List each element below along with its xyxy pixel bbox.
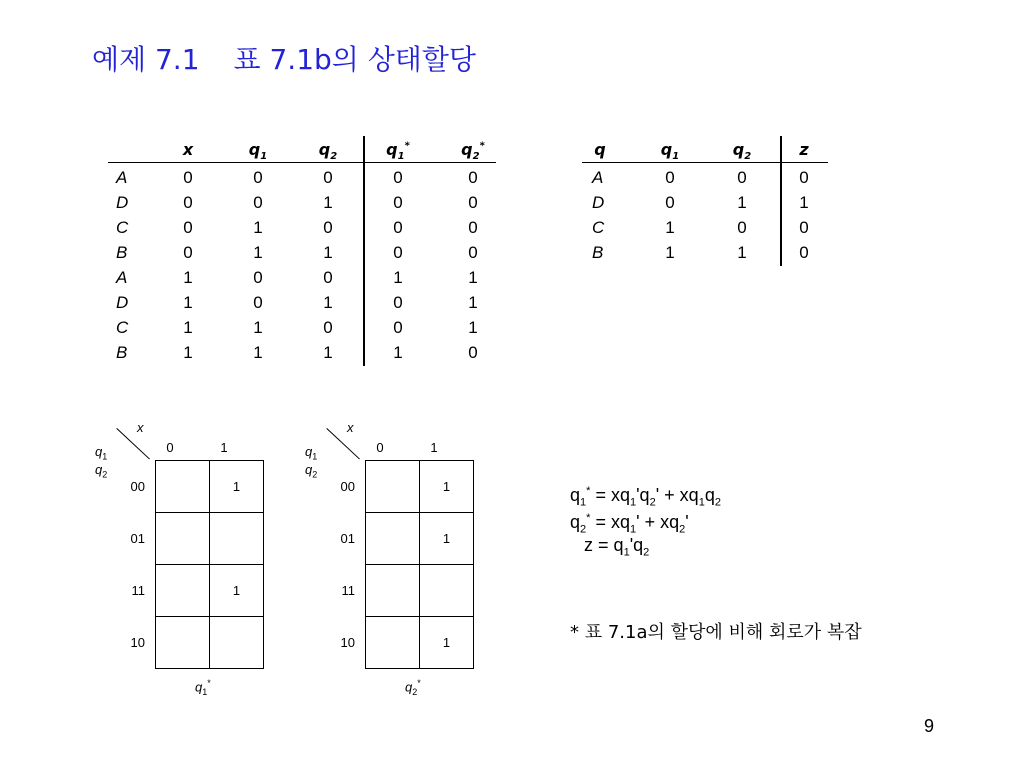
kmap-cell bbox=[210, 513, 264, 565]
table-cell: 1 bbox=[799, 193, 809, 212]
table-cell: 1 bbox=[665, 218, 675, 237]
table-header-rule bbox=[582, 162, 828, 163]
state-name: D bbox=[116, 193, 129, 212]
table-cell: 0 bbox=[799, 243, 809, 262]
state-name: C bbox=[592, 218, 605, 237]
table-cell: 1 bbox=[253, 318, 263, 337]
table-header-2: $q_2$ bbox=[732, 140, 752, 163]
state-name: C bbox=[116, 218, 129, 237]
table-cell: 1 bbox=[737, 193, 747, 212]
table-cell: 0 bbox=[665, 193, 675, 212]
kmap-grid bbox=[155, 460, 264, 669]
table-header-1: $q_1$ bbox=[248, 140, 268, 163]
equation-2: $q_2^* = xq_1' + xq_2'$ bbox=[570, 512, 689, 536]
kmap-row-label: 01 bbox=[130, 531, 145, 546]
kmap-col-label: 0 bbox=[166, 440, 174, 455]
table-cell: 1 bbox=[468, 318, 478, 337]
equation-3: $z = q_1'q_2$ bbox=[584, 535, 650, 559]
kmap-cell bbox=[210, 617, 264, 669]
equation-1: $q_1^* = xq_1'q_2' + xq_1q_2$ bbox=[570, 485, 721, 509]
table-cell: 1 bbox=[468, 293, 478, 312]
state-name: A bbox=[116, 268, 128, 287]
table-cell: 0 bbox=[253, 193, 263, 212]
table-cell: 0 bbox=[183, 168, 193, 187]
state-name: D bbox=[116, 293, 129, 312]
title-main: 예제 7.1 bbox=[92, 43, 200, 76]
kmap-cell bbox=[156, 461, 210, 513]
table-cell: 0 bbox=[799, 168, 809, 187]
kmap-cell bbox=[366, 565, 420, 617]
table-cell: 1 bbox=[253, 343, 263, 362]
kmap-col-var: x bbox=[347, 420, 354, 435]
kmap-row-label: 00 bbox=[130, 479, 145, 494]
kmap-row-label: 10 bbox=[130, 635, 145, 650]
table-cell: 0 bbox=[393, 168, 403, 187]
kmap-cell: 1 bbox=[420, 617, 474, 669]
title-sub: 표 7.1b의 상태할당 bbox=[233, 43, 476, 76]
kmap-cell: 1 bbox=[210, 565, 264, 617]
kmap-grid bbox=[365, 460, 474, 669]
table-cell: 0 bbox=[393, 218, 403, 237]
table-header-0: q bbox=[594, 140, 606, 159]
state-name: D bbox=[592, 193, 605, 212]
table-header-3: z bbox=[799, 140, 809, 159]
slide-title bbox=[92, 38, 476, 78]
state-name: B bbox=[116, 243, 128, 262]
kmap-col-var: x bbox=[137, 420, 144, 435]
state-name: B bbox=[116, 343, 128, 362]
table-cell: 0 bbox=[253, 168, 263, 187]
kmap-col-label: 0 bbox=[376, 440, 384, 455]
table-cell: 0 bbox=[393, 293, 403, 312]
kmap-cell bbox=[366, 513, 420, 565]
kmap-row-label: 11 bbox=[341, 583, 355, 598]
kmap-col-label: 1 bbox=[220, 440, 228, 455]
table-cell: 1 bbox=[393, 268, 403, 287]
state-name: B bbox=[592, 243, 604, 262]
kmap-row-var: $q_1$ $q_2$ bbox=[305, 444, 318, 480]
table-cell: 1 bbox=[323, 193, 333, 212]
kmap-row-label: 11 bbox=[131, 583, 145, 598]
equations bbox=[570, 478, 721, 559]
table-cell: 0 bbox=[468, 168, 478, 187]
table-cell: 0 bbox=[737, 168, 747, 187]
kmap-row-var: $q_1$ $q_2$ bbox=[95, 444, 108, 480]
kmap-output-label: $q_2^*$ bbox=[405, 678, 421, 697]
table-cell: 0 bbox=[393, 243, 403, 262]
table-cell: 0 bbox=[799, 218, 809, 237]
state-name: C bbox=[116, 318, 129, 337]
kmap-row-label: 10 bbox=[340, 635, 355, 650]
kmap-cell bbox=[156, 513, 210, 565]
kmap-cell: 1 bbox=[420, 461, 474, 513]
table-cell: 1 bbox=[737, 243, 747, 262]
table-cell: 0 bbox=[323, 268, 333, 287]
kmap-cell bbox=[366, 461, 420, 513]
table-cell: 0 bbox=[323, 318, 333, 337]
kmap-cell: 1 bbox=[210, 461, 264, 513]
table-cell: 0 bbox=[253, 293, 263, 312]
note-text: * 표 7.1a의 할당에 비해 회로가 복잡 bbox=[570, 622, 862, 643]
table-cell: 1 bbox=[323, 243, 333, 262]
table-cell: 1 bbox=[183, 318, 193, 337]
table-divider bbox=[780, 136, 782, 266]
table-cell: 0 bbox=[468, 193, 478, 212]
kmap-cell bbox=[156, 565, 210, 617]
kmap-output-label: $q_1^*$ bbox=[195, 678, 211, 697]
table-cell: 0 bbox=[393, 193, 403, 212]
kmap-row-label: 00 bbox=[340, 479, 355, 494]
table-cell: 0 bbox=[468, 343, 478, 362]
kmap-row-label: 01 bbox=[340, 531, 355, 546]
table-cell: 1 bbox=[253, 243, 263, 262]
kmap-cell bbox=[156, 617, 210, 669]
table-cell: 1 bbox=[323, 343, 333, 362]
kmap-cell bbox=[366, 617, 420, 669]
table-cell: 1 bbox=[183, 268, 193, 287]
table-cell: 0 bbox=[183, 193, 193, 212]
table-cell: 0 bbox=[665, 168, 675, 187]
table-header-2: $q_2$ bbox=[318, 140, 338, 163]
table-cell: 0 bbox=[183, 218, 193, 237]
table-cell: 1 bbox=[323, 293, 333, 312]
table-cell: 0 bbox=[323, 168, 333, 187]
table-cell: 1 bbox=[468, 268, 478, 287]
table-cell: 1 bbox=[183, 343, 193, 362]
kmap-cell bbox=[420, 565, 474, 617]
table-header-0: x bbox=[182, 140, 194, 159]
kmap-col-label: 1 bbox=[430, 440, 438, 455]
table-cell: 0 bbox=[253, 268, 263, 287]
table-cell: 0 bbox=[183, 243, 193, 262]
table-cell: 0 bbox=[468, 243, 478, 262]
table-cell: 0 bbox=[737, 218, 747, 237]
table-cell: 1 bbox=[253, 218, 263, 237]
table-cell: 0 bbox=[468, 218, 478, 237]
table-cell: 1 bbox=[183, 293, 193, 312]
page-number: 9 bbox=[924, 716, 935, 736]
table-divider bbox=[363, 136, 365, 366]
table-header-1: $q_1$ bbox=[660, 140, 680, 163]
table-cell: 1 bbox=[665, 243, 675, 262]
state-name: A bbox=[592, 168, 604, 187]
table-cell: 0 bbox=[323, 218, 333, 237]
table-header-rule bbox=[108, 162, 496, 163]
table-cell: 1 bbox=[393, 343, 403, 362]
kmap-cell: 1 bbox=[420, 513, 474, 565]
table-header-3: $q_1^*$ bbox=[386, 140, 410, 163]
state-name: A bbox=[116, 168, 128, 187]
table-header-4: $q_2^*$ bbox=[461, 140, 485, 163]
table-cell: 0 bbox=[393, 318, 403, 337]
